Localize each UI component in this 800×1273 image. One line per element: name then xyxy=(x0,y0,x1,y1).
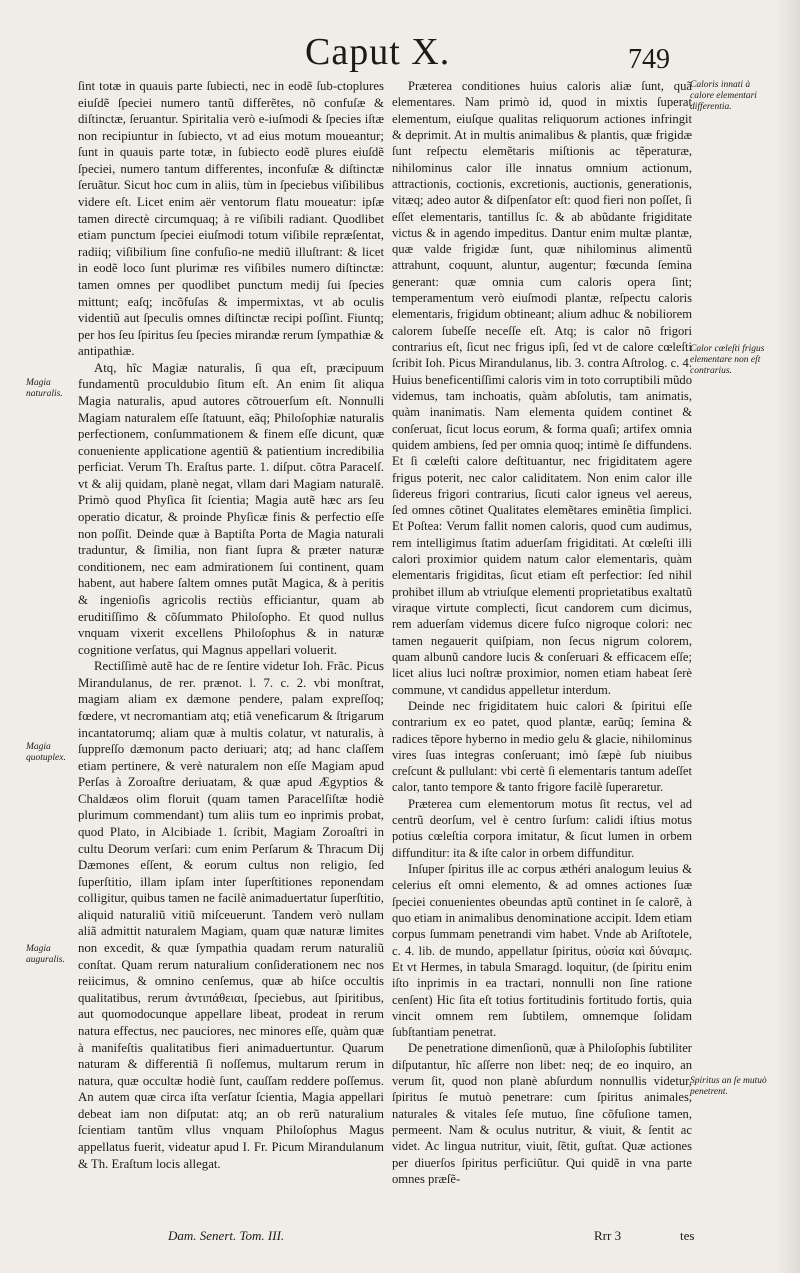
page-title: Caput X. xyxy=(305,31,451,73)
paragraph: Deinde nec frigiditatem huic calori & ſpiritui eſſe contrarium ex eo patet, quod plantæ, earũq; ſemina & radices tẽpore hyberno in medio gelu & glacie, nihilominus vires ſuas integras conſeruant; imò ſæpè ſub niuibus creſcunt & pullulant: vbi certè ſi elementaris tantum adeſſet calor, tanto tempore & tanto frigore facilè ſuperaretur. xyxy=(392,698,692,795)
margin-note-spiritus-mutuo: Spiritus an ſe mutuò penetrent. xyxy=(690,1076,767,1097)
margin-note-magia-quotuplex: Magia quotuplex. xyxy=(26,742,66,763)
margin-note-magia-naturalis: Magia naturalis. xyxy=(26,378,63,399)
left-column xyxy=(78,78,384,1172)
paragraph: Inſuper ſpiritus ille ac corpus æthéri analogum leuius & celerius eſt omni elemento, & ad omnes actiones ſuæ ſpeciei conuenientes obeundas aptũ continet in ſe calorẽ, à quo etiam in animalibus denominatione accipit. Idem etiam corpus ſummam penetrandi vim habet. Vnde ab Ariſtotele, c. 4. lib. de mundo, appellatur ſpiritus, οὐσία καὶ δύναμις. Et vt Hermes, in tabula Smaragd. loquitur, (de ſpiritu enim iſto inprimis in ea tractari, nonnulli non ſine ratione cenſent) Hic ſita eſt totius fortitudinis fortitudo fortis, quia vincit omnem rem ſubtilem, omnemque ſolidam ſubſtantiam penetrat. xyxy=(392,862,692,1040)
footer-author: Dam. Senert. Tom. III. xyxy=(168,1228,285,1243)
catchword: tes xyxy=(680,1228,695,1243)
paragraph: Præterea cum elementorum motus ſit rectus, vel ad centrũ deorſum, vel è centro ſurſum: calidi iſtius motus potius cœleſtia corpora imitatur, & ſicut lumen in orbem diffunditur: ita & iſte calor in orbem diffunditur. xyxy=(392,796,692,860)
margin-note-magia-auguralis: Magia auguralis. xyxy=(26,944,65,965)
paragraph: ſint totæ in quauis parte ſubiecti, nec in eodẽ ſub-ctoplures eiuſdẽ ſpeciei numero tantũ differẽtes, nõ confuſæ & diſtinctæ, ſeruantur. Spiritalia verò e-iuſmodi & ſpecies iſtæ non recipiuntur in ſubiecto, vt ad eius motum moueantur; ſunt in quauis parte totæ, in ſubiecto eodẽ plures eiuſdẽ ſpeciei, numero tantum differentes, inconfuſæ & diſtinctæ ſeruãtur. Sicut hoc cum in aliis, tùm in ſpeciebus viſibilibus videre eſt. Licet enim aër ventorum flatu moueatur: ipſæ tamen directè circumquaq; à re viſibili radiant. Quodlibet etiam punctum ſpeciei eiuſmodi totum viſibile repræſentat, radiiq; viſibilium ſine confuſio-ne mediũ illuſtrant: & licet in eodẽ loco ſunt plurimæ res viſibiles numero diſtinctæ: tamen omnes per quodlibet punctum medij ſui ſpecies mittunt; eaſq; incõfuſas & impermixtas, vt ab oculis videntiũ aut ſpeculis omnes diſtinctæ recipi poſſint. Fiuntq; per hos ſeu ſpiritus ſeu ſpecies mirandæ rerum ſympathiæ & antipathiæ. xyxy=(78,79,384,359)
paragraph: De penetratione dimenſionũ, quæ à Philoſophis ſubtiliter diſputantur, hîc aſſerre non libet: neq; de eo inquiro, an verum ſit, quod non planè abſurdum nonnullis videtur, ſpiritus ſe mutuò penetrare: cum ſpiritus animales, naturales & vitales ſeſe mutuo, ſine cõfuſione tamen, permeent. Nam & oculus nutritur, & viuit, & ſentit ac videt. Ac lingua nutritur, viuit, ſẽtit, guſtat. Quæ actiones per diuerſos ſpiritus perficiũtur. Qui quidẽ in vna parte omnes præſẽ- xyxy=(392,1041,692,1186)
right-column xyxy=(392,78,692,1187)
margin-note-calor-coelestis: Calor cœleſti frigus elementare non eſt contrarius. xyxy=(690,344,765,376)
paragraph: Rectiſſimè autẽ hac de re ſentire videtur Ioh. Frãc. Picus Mirandulanus, de rer. prænot. l. 7. c. 2. vbi monſtrat, magiam aliam ex dæmone pendere, palam expreſſoq; fœdere, vt necromantiam atq; etiã veneficarum & ſtrigarum incantatorumq; aliam quæ à multis colatur, vt naturalis, à ſuppreſſo dæmonum pacto deriuari; atq; ad hanc claſſem etiam pertinere, & verè naturalem non eſſe Magiam apud Perſas à Zoroaſtre deriuatam, & quæ apud Ægyptios & Chaldæos olim floruit (quam tamen Paracelſiſtæ hodiè plurimum commendant) tum aliis tum eo inprimis probat, quod Plato, in Alcibiade 1. ſcribit, Magiam Zoroaſtri in cultu Deorum verſari: cum enim Perſarum & Thracum Dij Dæmones eſſent, & eorum cultus non religio, ſed ſuperſtitio, illam ipſam inter ſuperſtitiones reponendam colligitur, quibus tamen ne facilè animaduertatur ſuperſtitio, aliquid naturaliũ vitiũ miſceuerunt. Tandem verò nullam aliã admittit naturalem Magiam, quam quæ naturæ limites non excedit, & quæ ſympathia quadam rerum naturaliũ conſtat. Quam rerum naturalium conſiderationem nec nos reiicimus, & omnino cenſemus, quæ ab hiſce occultis qualitatibus, rerum ἀντιπάθειαι, ſpeciebus, aut ſpiritibus, aut quomodocunque appellare libeat, prodeat in rerum natura effectus, nec pauciores, nec minores eſſe, quàm quæ à manifeſtis qualitatibus fieri animaduertuntur. Quarum naturam & differentiã ſi noſſemus, multarum rerum in natura, quæ occultæ hodiè ſunt, cauſſam reddere poſſemus. An autem quæ circa iſta verſatur ſcientia, Magia appellari debeat iam non diſputat: atq; an ob rerũ naturalium ſcientiam tantũm vllus vnquam Philoſophus Magus appellatus fuerit, videatur apud I. Fr. Picum Mirandulanum & Th. Eraſtum locis allegat. xyxy=(78,659,384,1171)
paragraph: Atq, hîc Magiæ naturalis, ſi qua eſt, præcipuum fundamentũ proculdubio ſitum eſt. An enim ſit aliqua Magia naturalis, apud autores cõtrouerſum eſt. Nonnulli Magiam naturalem eſſe ſtatuunt, eãq; Philoſophiæ naturalis perfectionem, conſummationem & finem eſſe dicunt, quæ conueniente applicatione agentiũ & patientium incredibilia perficiat. Verum Th. Eraſtus parte. 1. diſput. cõtra Paracelſ. vt & alij quidam, planè negat, vllam dari Magiam naturalẽ. Primò quod Phyſica ſit ſcientia; Magia autẽ hæc ars ſeu operatio dicatur, & proinde Phyſicæ finis & perfectio eſſe non poſſit. Deinde quæ à Baptiſta Porta de Magia naturali traduntur, & ſimilia, non fiant ſupra & præter naturæ conditionem, nec eam admirationem ſui continent, quam habent, aut habere ſaltem omnes putãt Magica, & à peritis & ingenioſis agricolis rectiùs efficiantur, quam ab eruditiſſimo & cõſummato Philoſopho. Et quod nullus vnquam vixerit excellens Philoſophus & in naturæ cognitione verſatus, qui Magnus appellari voluerit. xyxy=(78,360,384,657)
page-edge-shadow xyxy=(776,0,800,1273)
page-number: 749 xyxy=(628,44,670,75)
margin-note-caloris-innati: Caloris innati à calore elementari differentia. xyxy=(690,80,757,112)
paragraph: Præterea conditiones huius caloris aliæ ſunt, quã elementares. Nam primò id, quod in mixtis ſuperat elementum, eiuſque qualitas reliquorum actiones infringit & deprimit. At in multis animalibus & plantis, quæ frigidæ ſunt reſpectu elemẽtaris miſtionis ac tẽperaturæ, nihilominus calor ille innatus omnium actionum, attractionis, coctionis, excretionis, auctionis, generationis, vitæq; adeo autor & diſpenſator eſt: quod fieri non poſſet, ſi eſſet elementaris, tantillus ſc. & ab abũdante frigiditate victus & in agendo impeditus. Dantur enim multæ plantæ, quæ valde frigidæ ſunt, quæ nihilominus alimentũ attrahunt, coquunt, aluntur, augentur; fœcunda ſemina generant: quæ omnia cum caloris opera ſint; temperamentum verò eiuſmodi plantæ, reſpectu caloris elementaris, frigidum obtineant; alium adhuc & nobiliorem calorem ſubeſſe neceſſe eſt. Atq; is calor nõ frigori contrarius eſt, ſicut nec frigus ipſi, ſed vt de calore cœleſti ſcribit Ioh. Picus Mirandulanus, lib. 3. contra Aſtrolog. c. 4. Huius beneficentiſſimi caloris vim in toto corruptibili mũdo videmus, tam inchoatis, quàm abſolutis, tam animatis, quàm inanimatis. Nam elementa quidem continet & conſeruat, ſicut locus eorum, & forma quaſi; artifex omnia quidem ambiens, ſed per omnia quoq; intimè ſe diffundens. Et ſi cœleſti calore deſtituantur, nec frigiditatem agere frigus poterit, nec calor caliditatem. Non enim calor ille ſidereus frigori contrarius, ſicuti calor igneus vel aereus, ſed omnes cõtinet Qualitates elemẽtares eminẽtia ſimplici. Et Poſtea: Verum fallit nomen caloris, quod cum audimus, rem intelligimus ſtatim aduerſam frigiditati. At cœleſti illi calori proximior quidem natum calor elementaris, quàm elementaris frigiditas, ſicut etiam eſt perfectior: ſed nihil prohibet illum ab vtriuſque elementi proprietatibus exaltatũ viraque virtute complecti, ſicut candorem cum dicimus, rem aduerſam videmus dicere fuſco nigroque colori: nec tamen negauerit quiſpiam, non ſecus nigrum colorem, quam albunũ candore lucis & conſeruari & efficacem eſſe; licet alius luci noſtræ proximior, nomen etiam habeat ſerè commune, vt candidus appelletur interdum. xyxy=(392,79,692,697)
signature-mark: Rrr 3 xyxy=(594,1228,622,1243)
